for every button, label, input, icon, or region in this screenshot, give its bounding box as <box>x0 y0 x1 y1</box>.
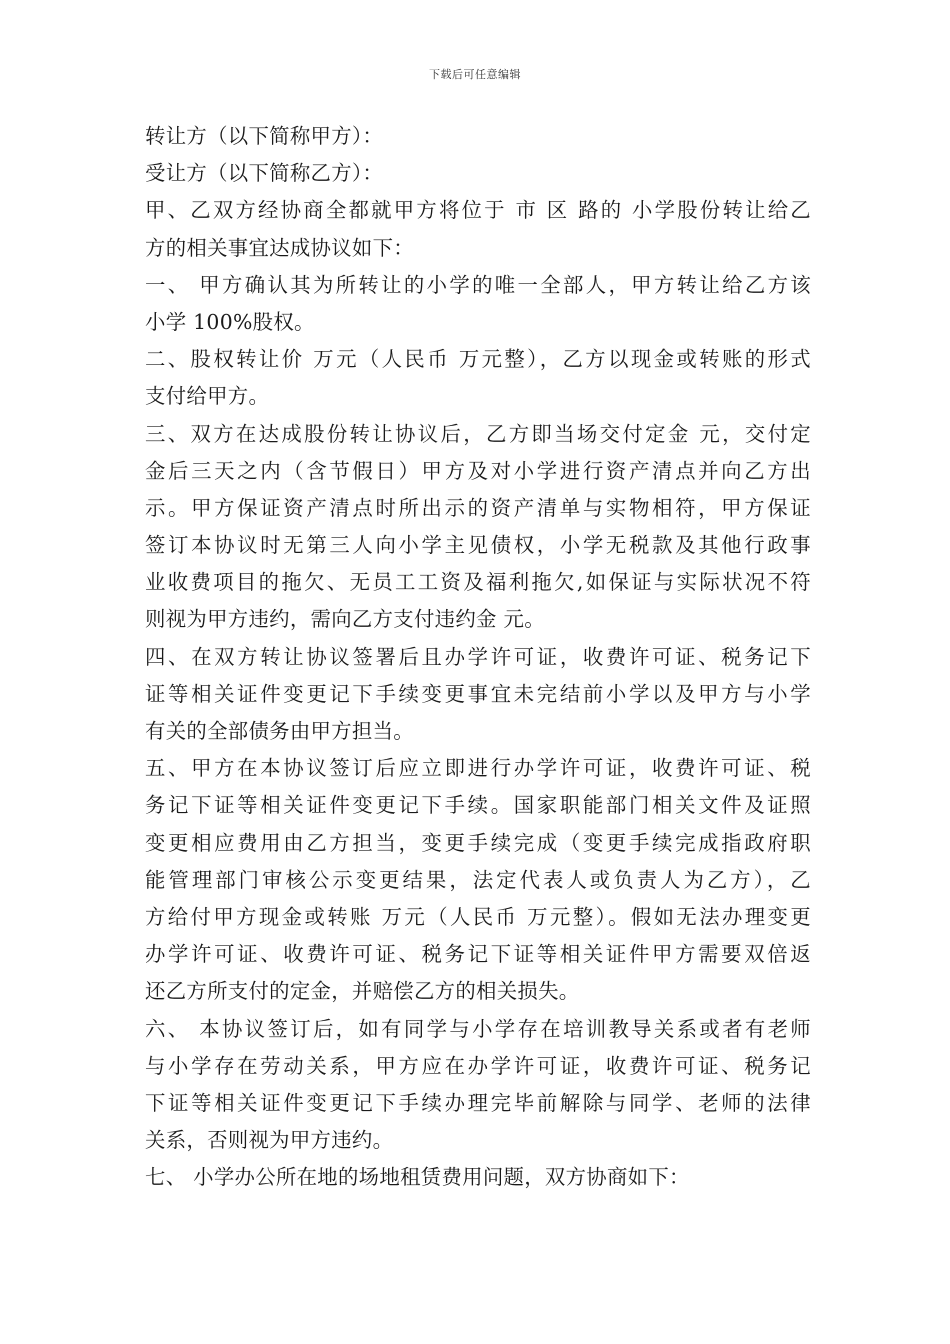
document-line: 转让方（以下简称甲方）： <box>145 124 384 148</box>
document-line: 五、甲方在本协议签订后应立即进行办学许可证，收费许可证、税 <box>145 756 811 781</box>
document-line: 小学 100%股权。 <box>145 309 315 334</box>
document-line: 则视为甲方违约，需向乙方支付违约金 元。 <box>145 607 545 632</box>
document-line: 七、 小学办公所在地的场地租赁费用问题，双方协商如下： <box>145 1165 690 1190</box>
document-line: 办学许可证、收费许可证、税务记下证等相关证件甲方需要双倍返 <box>145 942 811 967</box>
agreement-body <box>145 118 811 1196</box>
document-line: 六、 本协议签订后，如有同学与小学存在培训教导关系或者有老师 <box>145 1016 811 1041</box>
document-line: 甲、乙双方经协商全都就甲方将位于 市 区 路的 小学股份转让给乙 <box>145 198 811 223</box>
header-note: 下载后可任意编辑 <box>429 68 521 81</box>
document-line: 方给付甲方现金或转账 万元（人民币 万元整）。假如无法办理变更 <box>145 904 811 929</box>
document-line: 支付给甲方。 <box>145 384 270 409</box>
document-line: 变更相应费用由乙方担当，变更手续完成（变更手续完成指政府职 <box>145 830 811 855</box>
document-line: 关系，否则视为甲方违约。 <box>145 1128 394 1153</box>
document-line: 三、双方在达成股份转让协议后，乙方即当场交付定金 元，交付定 <box>145 421 811 446</box>
document-line: 金后三天之内（含节假日）甲方及对小学进行资产清点并向乙方出 <box>145 458 811 483</box>
document-line: 与小学存在劳动关系，甲方应在办学许可证，收费许可证、税务记 <box>145 1053 811 1078</box>
document-line: 示。甲方保证资产清点时所出示的资产清单与实物相符，甲方保证 <box>145 495 811 520</box>
document-line: 证等相关证件变更记下手续变更事宜未完结前小学以及甲方与小学 <box>145 681 811 706</box>
document-line: 二、股权转让价 万元（人民币 万元整），乙方以现金或转账的形式 <box>145 347 811 372</box>
document-line: 四、在双方转让协议签署后且办学许可证，收费许可证、税务记下 <box>145 644 811 669</box>
document-line: 还乙方所支付的定金，并赔偿乙方的相关损失。 <box>145 979 580 1004</box>
document-line: 有关的全部债务由甲方担当。 <box>145 719 414 743</box>
document-line: 下证等相关证件变更记下手续办理完毕前解除与同学、老师的法律 <box>145 1090 811 1115</box>
document-line: 一、 甲方确认其为所转让的小学的唯一全部人，甲方转让给乙方该 <box>145 272 811 297</box>
document-line: 方的相关事宜达成协议如下： <box>145 235 414 260</box>
document-line: 能管理部门审核公示变更结果，法定代表人或负责人为乙方），乙 <box>145 867 811 892</box>
document-line: 务记下证等相关证件变更记下手续。国家职能部门相关文件及证照 <box>145 793 811 818</box>
document-line: 签订本协议时无第三人向小学主见债权，小学无税款及其他行政事 <box>145 533 811 558</box>
document-line: 业收费项目的拖欠、无员工工资及福利拖欠,如保证与实际状况不符 <box>145 570 811 595</box>
document-line: 受让方（以下简称乙方）： <box>145 161 384 186</box>
